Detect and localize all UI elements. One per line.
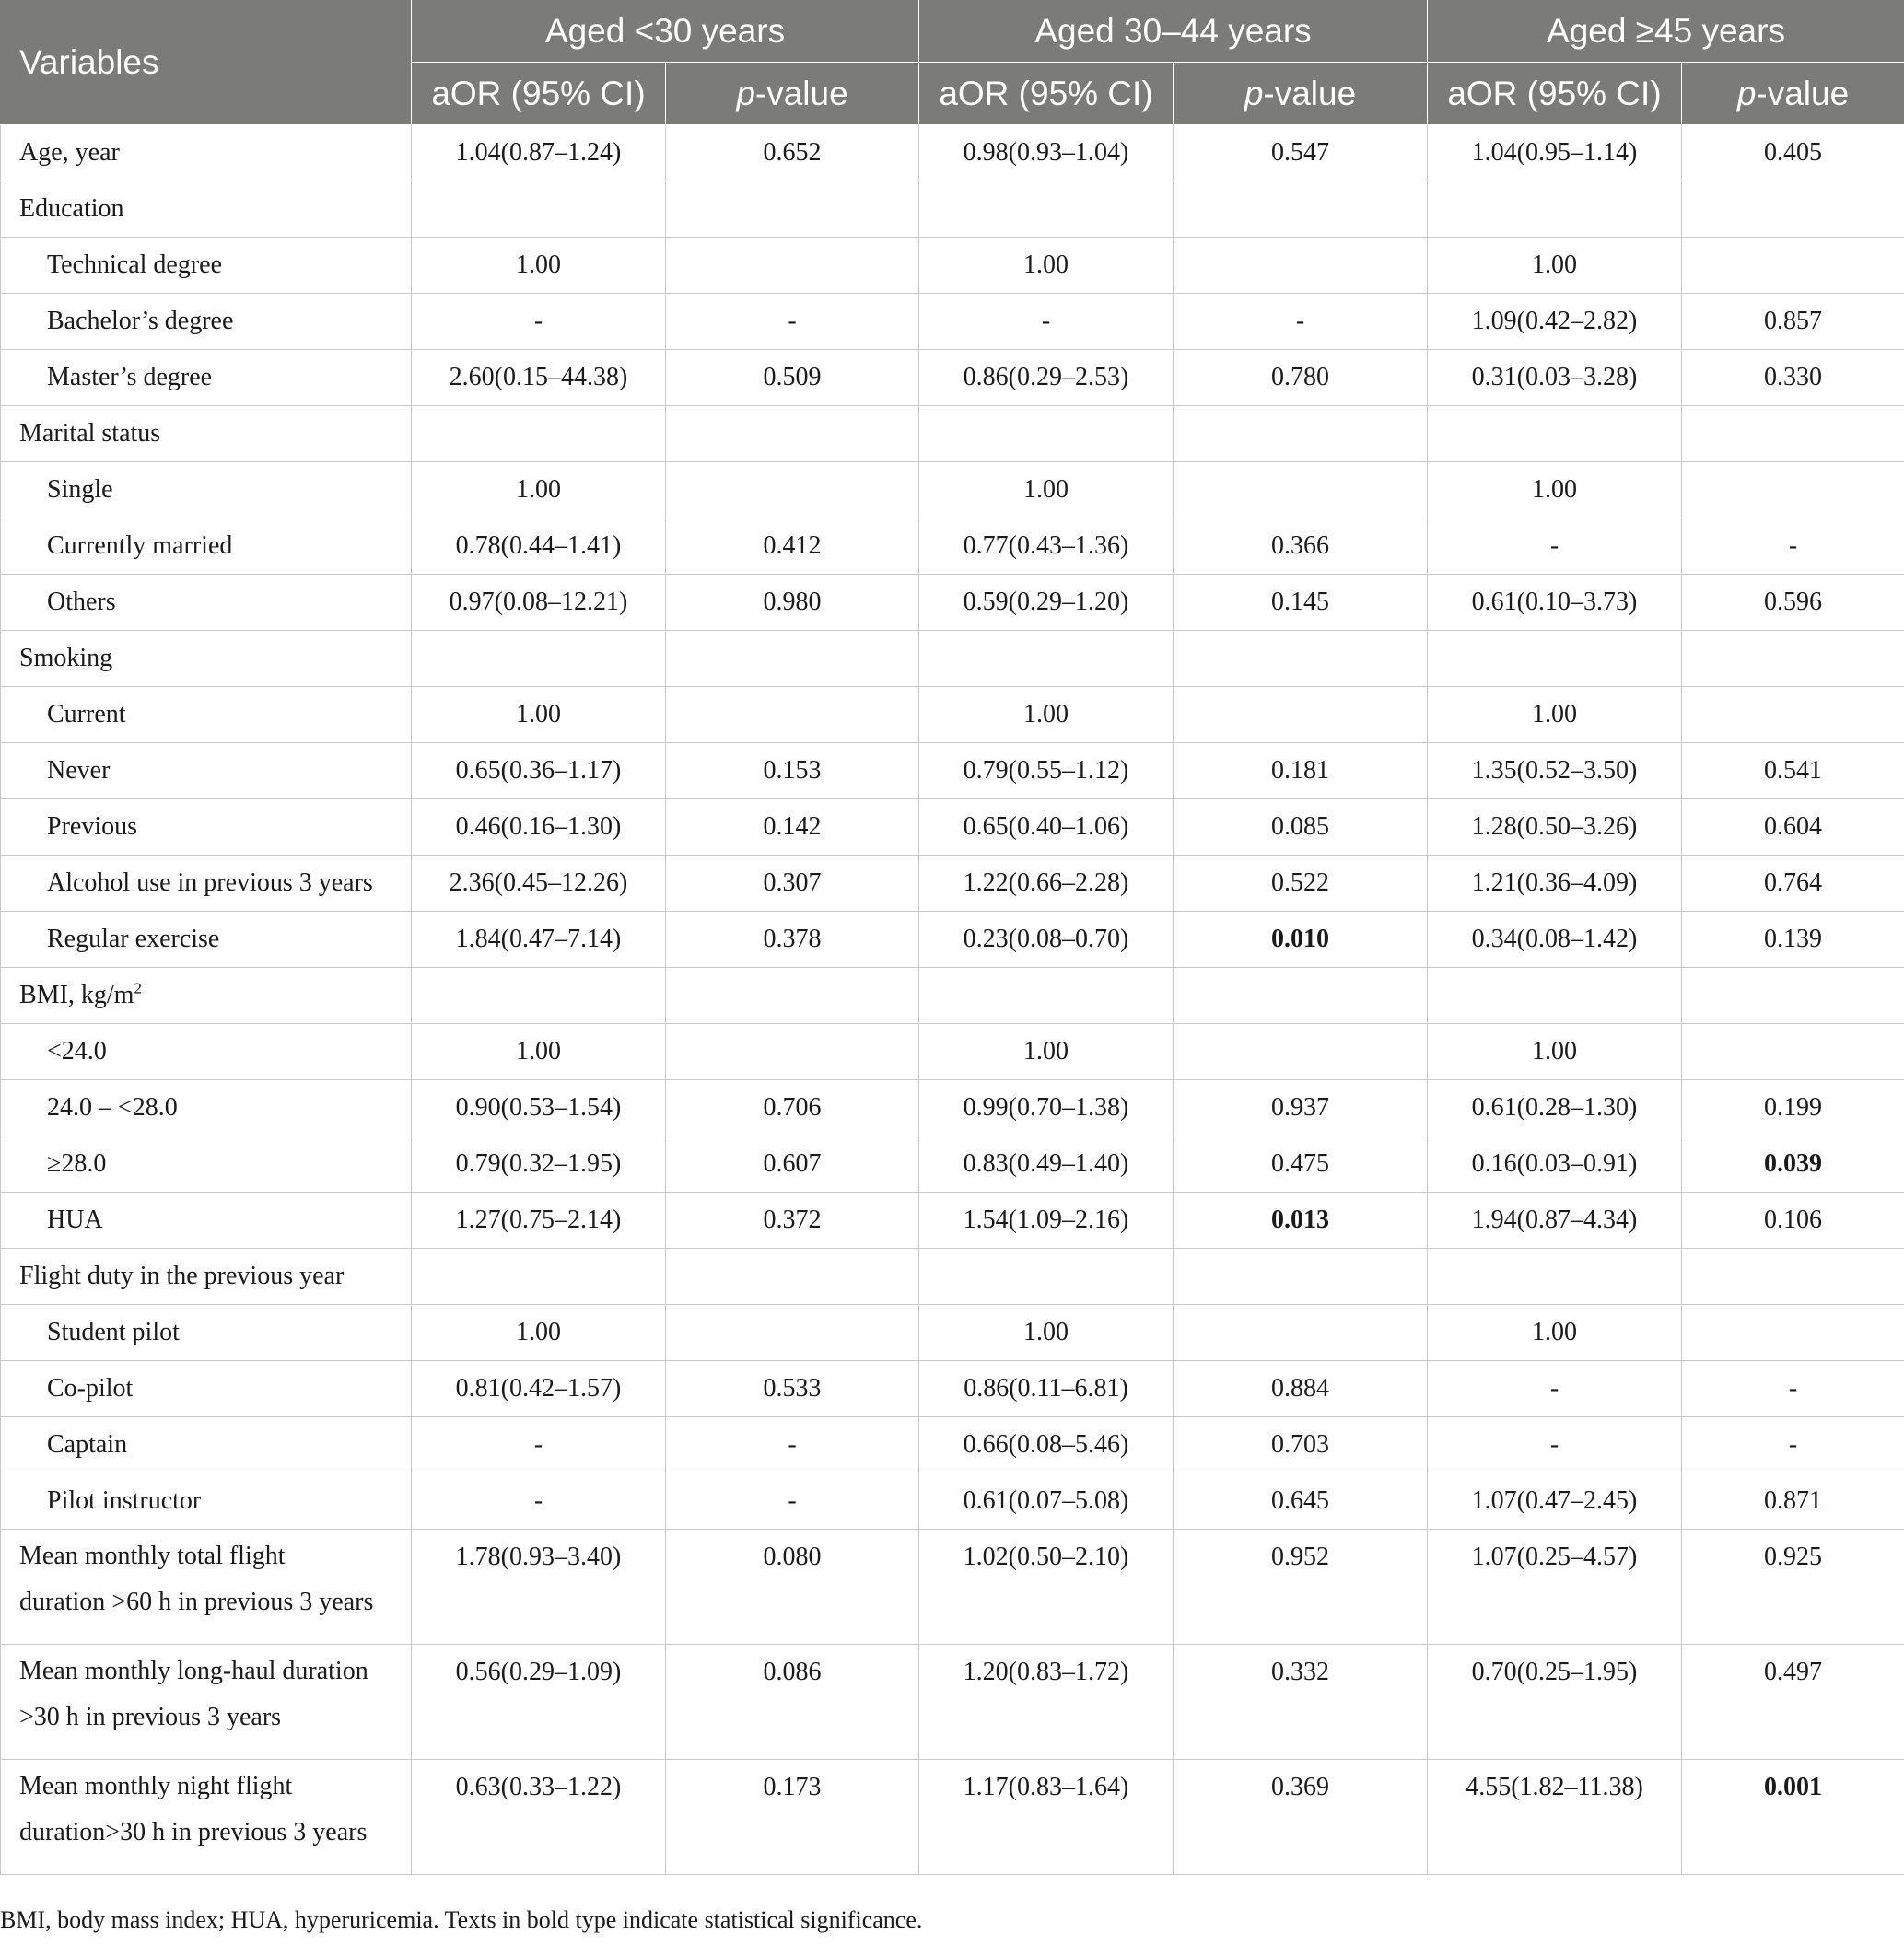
p-value-cell (1174, 968, 1428, 1024)
aor-cell: 1.22(0.66–2.28) (919, 856, 1174, 912)
row-label-text: Regular exercise (47, 925, 220, 953)
row-label (1, 631, 412, 687)
aor-cell: - (1428, 1417, 1682, 1473)
aor-cell: 0.70(0.25–1.95) (1428, 1645, 1682, 1760)
table-row (1, 1193, 1904, 1249)
aor-cell: 0.66(0.08–5.46) (919, 1417, 1174, 1473)
row-label (1, 518, 412, 575)
aor-cell: 0.65(0.36–1.17) (412, 743, 666, 799)
p-value-cell: 0.884 (1174, 1361, 1428, 1417)
row-label-text: Student pilot (47, 1318, 180, 1346)
aor-cell: 1.00 (919, 1024, 1174, 1080)
table-row (1, 125, 1904, 181)
row-label (1, 856, 412, 912)
row-label-text: ≥28.0 (47, 1149, 107, 1178)
row-label-text: Mean monthly long-haul duration (19, 1657, 368, 1685)
row-label (1, 1024, 412, 1080)
aor-cell: 0.83(0.49–1.40) (919, 1136, 1174, 1193)
p-value-cell: 0.139 (1682, 912, 1904, 968)
row-label-text: Mean monthly night flight (19, 1772, 293, 1800)
table-row (1, 1080, 1904, 1136)
table-row (1, 294, 1904, 350)
row-label (1, 1645, 412, 1760)
table-row (1, 1136, 1904, 1193)
aor-cell: 0.56(0.29–1.09) (412, 1645, 666, 1760)
row-label-text: Captain (47, 1430, 128, 1459)
aor-header: aOR (95% CI) (1428, 63, 1682, 125)
aor-cell: 1.07(0.25–4.57) (1428, 1530, 1682, 1645)
table-row (1, 181, 1904, 238)
table-row (1, 575, 1904, 631)
p-value-cell: 0.780 (1174, 350, 1428, 406)
table-row (1, 1645, 1904, 1760)
p-value-cell: 0.039 (1682, 1136, 1904, 1193)
p-suffix: -value (754, 74, 848, 112)
p-value-cell: 0.652 (666, 125, 919, 181)
p-value-cell: 0.173 (666, 1760, 919, 1875)
aor-cell: 1.00 (1428, 1305, 1682, 1361)
aor-cell: 0.23(0.08–0.70) (919, 912, 1174, 968)
row-label (1, 1249, 412, 1305)
row-label-text: Age, year (19, 138, 120, 167)
p-value-cell (666, 1305, 919, 1361)
p-value-cell: - (666, 294, 919, 350)
aor-cell: 0.86(0.29–2.53) (919, 350, 1174, 406)
aor-cell: 1.00 (919, 238, 1174, 294)
row-label (1, 1361, 412, 1417)
aor-cell: 4.55(1.82–11.38) (1428, 1760, 1682, 1875)
variables-header: Variables (1, 1, 412, 125)
p-value-cell (1682, 238, 1904, 294)
table-row (1, 799, 1904, 856)
row-label-text: HUA (47, 1205, 103, 1234)
p-value-header (666, 63, 919, 125)
p-value-cell: 0.366 (1174, 518, 1428, 575)
group-header-under-30: Aged <30 years (412, 1, 919, 63)
aor-cell: 0.97(0.08–12.21) (412, 575, 666, 631)
row-label (1, 294, 412, 350)
row-label-text: Smoking (19, 644, 113, 672)
aor-cell: 0.61(0.28–1.30) (1428, 1080, 1682, 1136)
aor-cell: - (412, 294, 666, 350)
aor-cell: - (1428, 518, 1682, 575)
p-value-cell (1174, 238, 1428, 294)
p-value-cell: 0.145 (1174, 575, 1428, 631)
row-label-text: Master’s degree (47, 363, 213, 391)
aor-cell: 0.59(0.29–1.20) (919, 575, 1174, 631)
p-value-cell: 0.080 (666, 1530, 919, 1645)
row-label (1, 799, 412, 856)
p-value-cell (1174, 181, 1428, 238)
p-value-cell: - (1682, 518, 1904, 575)
aor-cell: 0.77(0.43–1.36) (919, 518, 1174, 575)
p-value-cell: 0.330 (1682, 350, 1904, 406)
p-value-cell (1682, 462, 1904, 518)
p-value-cell: 0.522 (1174, 856, 1428, 912)
p-value-cell (666, 1024, 919, 1080)
row-label (1, 1080, 412, 1136)
aor-cell: 0.16(0.03–0.91) (1428, 1136, 1682, 1193)
aor-cell: - (1428, 1361, 1682, 1417)
row-label-text: Currently married (47, 531, 233, 560)
p-value-cell (1174, 1305, 1428, 1361)
row-label (1, 1760, 412, 1875)
row-label-text: Previous (47, 812, 137, 841)
aor-cell: 1.04(0.95–1.14) (1428, 125, 1682, 181)
p-value-cell (1682, 1305, 1904, 1361)
p-value-cell: 0.001 (1682, 1760, 1904, 1875)
aor-cell (1428, 181, 1682, 238)
row-label (1, 743, 412, 799)
aor-cell (412, 631, 666, 687)
aor-cell: 1.00 (412, 1024, 666, 1080)
p-value-cell: 0.980 (666, 575, 919, 631)
row-label (1, 238, 412, 294)
table-row (1, 1024, 1904, 1080)
row-label (1, 1193, 412, 1249)
p-value-cell: 0.764 (1682, 856, 1904, 912)
p-suffix: -value (1263, 74, 1357, 112)
aor-cell: 0.86(0.11–6.81) (919, 1361, 1174, 1417)
aor-cell: 1.84(0.47–7.14) (412, 912, 666, 968)
p-value-cell (666, 238, 919, 294)
table-row (1, 1760, 1904, 1875)
aor-cell: 1.00 (1428, 687, 1682, 743)
p-value-cell: - (1174, 294, 1428, 350)
aor-cell (1428, 1249, 1682, 1305)
aor-cell: 0.65(0.40–1.06) (919, 799, 1174, 856)
row-label-text: Alcohol use in previous 3 years (47, 868, 373, 897)
aor-cell (919, 181, 1174, 238)
row-label (1, 1473, 412, 1530)
p-value-cell: 0.199 (1682, 1080, 1904, 1136)
aor-cell: 1.21(0.36–4.09) (1428, 856, 1682, 912)
table-header (1, 1, 1904, 125)
row-label-text: Marital status (19, 419, 161, 448)
table-row (1, 350, 1904, 406)
p-value-cell: 0.378 (666, 912, 919, 968)
p-value-cell (666, 968, 919, 1024)
row-label-text: Mean monthly total flight (19, 1542, 286, 1570)
p-value-cell: 0.509 (666, 350, 919, 406)
aor-cell: 1.54(1.09–2.16) (919, 1193, 1174, 1249)
table-row (1, 238, 1904, 294)
row-label (1, 181, 412, 238)
aor-cell (412, 181, 666, 238)
aor-cell (919, 968, 1174, 1024)
p-value-cell: 0.372 (666, 1193, 919, 1249)
p-value-cell: 0.857 (1682, 294, 1904, 350)
row-label (1, 125, 412, 181)
table-row (1, 518, 1904, 575)
p-value-cell (1174, 631, 1428, 687)
p-value-cell: - (1682, 1417, 1904, 1473)
p-letter: p (1244, 74, 1264, 112)
row-label (1, 462, 412, 518)
row-label-text: Current (47, 700, 126, 728)
aor-header: aOR (95% CI) (919, 63, 1174, 125)
p-suffix: -value (1756, 74, 1850, 112)
superscript: 2 (134, 979, 142, 997)
row-label-text-line2: duration>30 h in previous 3 years (19, 1818, 368, 1846)
aor-cell: 0.81(0.42–1.57) (412, 1361, 666, 1417)
aor-cell: 1.35(0.52–3.50) (1428, 743, 1682, 799)
row-label-text: Education (19, 194, 124, 223)
p-value-cell (1682, 687, 1904, 743)
p-value-cell: - (666, 1417, 919, 1473)
aor-cell: 1.00 (412, 238, 666, 294)
p-value-cell: 0.142 (666, 799, 919, 856)
p-value-cell (1682, 181, 1904, 238)
aor-cell: 1.28(0.50–3.26) (1428, 799, 1682, 856)
p-value-cell (666, 1249, 919, 1305)
p-value-cell: 0.010 (1174, 912, 1428, 968)
aor-cell: 0.61(0.10–3.73) (1428, 575, 1682, 631)
aor-cell (1428, 631, 1682, 687)
p-value-header (1174, 63, 1428, 125)
p-value-cell (666, 181, 919, 238)
row-label-text: BMI, kg/m (19, 981, 134, 1009)
aor-cell: 0.90(0.53–1.54) (412, 1080, 666, 1136)
aor-cell: 1.00 (412, 687, 666, 743)
p-value-cell: - (1682, 1361, 1904, 1417)
aor-cell: 1.02(0.50–2.10) (919, 1530, 1174, 1645)
p-value-cell: 0.871 (1682, 1473, 1904, 1530)
row-label-text-line2: duration >60 h in previous 3 years (19, 1588, 374, 1616)
table-row (1, 462, 1904, 518)
p-value-cell: 0.703 (1174, 1417, 1428, 1473)
p-value-cell: 0.153 (666, 743, 919, 799)
table-row (1, 1473, 1904, 1530)
row-label (1, 1530, 412, 1645)
row-label-text: Technical degree (47, 250, 223, 279)
group-header-30-44: Aged 30–44 years (919, 1, 1428, 63)
p-value-cell (1682, 406, 1904, 462)
table-row (1, 912, 1904, 968)
aor-cell (412, 406, 666, 462)
aor-cell: 0.98(0.93–1.04) (919, 125, 1174, 181)
aor-cell: 1.00 (1428, 238, 1682, 294)
row-label (1, 1136, 412, 1193)
row-label (1, 575, 412, 631)
aor-cell: 0.99(0.70–1.38) (919, 1080, 1174, 1136)
p-value-cell (1682, 1249, 1904, 1305)
p-value-cell: 0.937 (1174, 1080, 1428, 1136)
row-label (1, 406, 412, 462)
aor-cell: 0.46(0.16–1.30) (412, 799, 666, 856)
p-value-cell (1174, 1249, 1428, 1305)
aor-cell: 0.78(0.44–1.41) (412, 518, 666, 575)
table-row (1, 743, 1904, 799)
row-label-text: <24.0 (47, 1037, 107, 1066)
p-value-cell: 0.412 (666, 518, 919, 575)
p-value-cell: 0.013 (1174, 1193, 1428, 1249)
p-value-cell: 0.106 (1682, 1193, 1904, 1249)
p-value-cell: 0.086 (666, 1645, 919, 1760)
p-letter: p (736, 74, 755, 112)
p-value-cell (1174, 1024, 1428, 1080)
p-value-cell: 0.405 (1682, 125, 1904, 181)
p-value-cell: 0.604 (1682, 799, 1904, 856)
aor-cell: 0.61(0.07–5.08) (919, 1473, 1174, 1530)
aor-cell (1428, 406, 1682, 462)
row-label (1, 1417, 412, 1473)
aor-cell: 2.36(0.45–12.26) (412, 856, 666, 912)
table-row (1, 1361, 1904, 1417)
aor-cell (1428, 968, 1682, 1024)
p-value-cell (1174, 406, 1428, 462)
aor-cell: 1.00 (1428, 1024, 1682, 1080)
aor-cell: 0.79(0.32–1.95) (412, 1136, 666, 1193)
aor-cell: 0.31(0.03–3.28) (1428, 350, 1682, 406)
p-value-cell (1174, 687, 1428, 743)
aor-header: aOR (95% CI) (412, 63, 666, 125)
row-label (1, 968, 412, 1024)
table-row (1, 1530, 1904, 1645)
aor-cell: 1.00 (1428, 462, 1682, 518)
aor-cell: 1.00 (412, 1305, 666, 1361)
p-value-cell: 0.181 (1174, 743, 1428, 799)
p-value-cell: 0.085 (1174, 799, 1428, 856)
aor-cell (919, 406, 1174, 462)
row-label-text: 24.0 – <28.0 (47, 1093, 178, 1122)
p-value-cell (666, 631, 919, 687)
table-row (1, 406, 1904, 462)
aor-cell (412, 1249, 666, 1305)
p-value-cell: 0.607 (666, 1136, 919, 1193)
group-header-45-plus: Aged ≥45 years (1428, 1, 1904, 63)
aor-cell: 0.34(0.08–1.42) (1428, 912, 1682, 968)
row-label (1, 350, 412, 406)
p-value-cell: 0.369 (1174, 1760, 1428, 1875)
aor-cell: 0.79(0.55–1.12) (919, 743, 1174, 799)
p-value-cell: 0.307 (666, 856, 919, 912)
table-row (1, 631, 1904, 687)
aor-cell: 1.27(0.75–2.14) (412, 1193, 666, 1249)
aor-cell: 1.20(0.83–1.72) (919, 1645, 1174, 1760)
aor-cell: 1.17(0.83–1.64) (919, 1760, 1174, 1875)
row-label-text: Pilot instructor (47, 1486, 202, 1515)
p-value-cell (1682, 968, 1904, 1024)
aor-cell: - (919, 294, 1174, 350)
aor-cell (919, 1249, 1174, 1305)
table-row (1, 968, 1904, 1024)
table-row (1, 1417, 1904, 1473)
aor-cell (412, 968, 666, 1024)
p-value-cell: 0.332 (1174, 1645, 1428, 1760)
p-value-cell (666, 687, 919, 743)
p-value-cell: 0.475 (1174, 1136, 1428, 1193)
p-value-cell (666, 462, 919, 518)
aor-cell: 1.00 (919, 687, 1174, 743)
row-label (1, 912, 412, 968)
p-letter: p (1736, 74, 1757, 112)
aor-cell: - (412, 1473, 666, 1530)
table-row (1, 1249, 1904, 1305)
row-label-text: Bachelor’s degree (47, 307, 234, 335)
p-value-cell (1682, 1024, 1904, 1080)
aor-cell: - (412, 1417, 666, 1473)
p-value-cell: 0.596 (1682, 575, 1904, 631)
table-footnote: BMI, body mass index; HUA, hyperuricemia. Texts in bold type indicate statistical significance. (0, 1906, 923, 1933)
table-row (1, 1305, 1904, 1361)
aor-cell: 1.00 (919, 1305, 1174, 1361)
p-value-cell: 0.952 (1174, 1530, 1428, 1645)
row-label-text: Others (47, 588, 116, 616)
aor-cell: 1.94(0.87–4.34) (1428, 1193, 1682, 1249)
row-label-text: Single (47, 475, 113, 504)
table-row (1, 856, 1904, 912)
row-label (1, 1305, 412, 1361)
aor-cell (919, 631, 1174, 687)
p-value-header (1682, 63, 1904, 125)
aor-cell: 1.07(0.47–2.45) (1428, 1473, 1682, 1530)
p-value-cell: 0.645 (1174, 1473, 1428, 1530)
row-label-text-line2: >30 h in previous 3 years (19, 1703, 282, 1731)
p-value-cell: - (666, 1473, 919, 1530)
aor-cell: 1.78(0.93–3.40) (412, 1530, 666, 1645)
aor-cell: 1.00 (412, 462, 666, 518)
aor-cell: 0.63(0.33–1.22) (412, 1760, 666, 1875)
p-value-cell: 0.547 (1174, 125, 1428, 181)
aor-cell: 1.00 (919, 462, 1174, 518)
row-label-text: Co-pilot (47, 1374, 134, 1403)
aor-cell: 2.60(0.15–44.38) (412, 350, 666, 406)
aor-cell: 1.09(0.42–2.82) (1428, 294, 1682, 350)
p-value-cell: 0.497 (1682, 1645, 1904, 1760)
p-value-cell: 0.925 (1682, 1530, 1904, 1645)
p-value-cell: 0.706 (666, 1080, 919, 1136)
table-row (1, 687, 1904, 743)
aor-cell: 1.04(0.87–1.24) (412, 125, 666, 181)
row-label (1, 687, 412, 743)
row-label-text: Flight duty in the previous year (19, 1262, 345, 1290)
p-value-cell: 0.541 (1682, 743, 1904, 799)
p-value-cell (666, 406, 919, 462)
table-body (1, 125, 1904, 1875)
p-value-cell (1174, 462, 1428, 518)
row-label-text: Never (47, 756, 111, 785)
p-value-cell: 0.533 (666, 1361, 919, 1417)
p-value-cell (1682, 631, 1904, 687)
